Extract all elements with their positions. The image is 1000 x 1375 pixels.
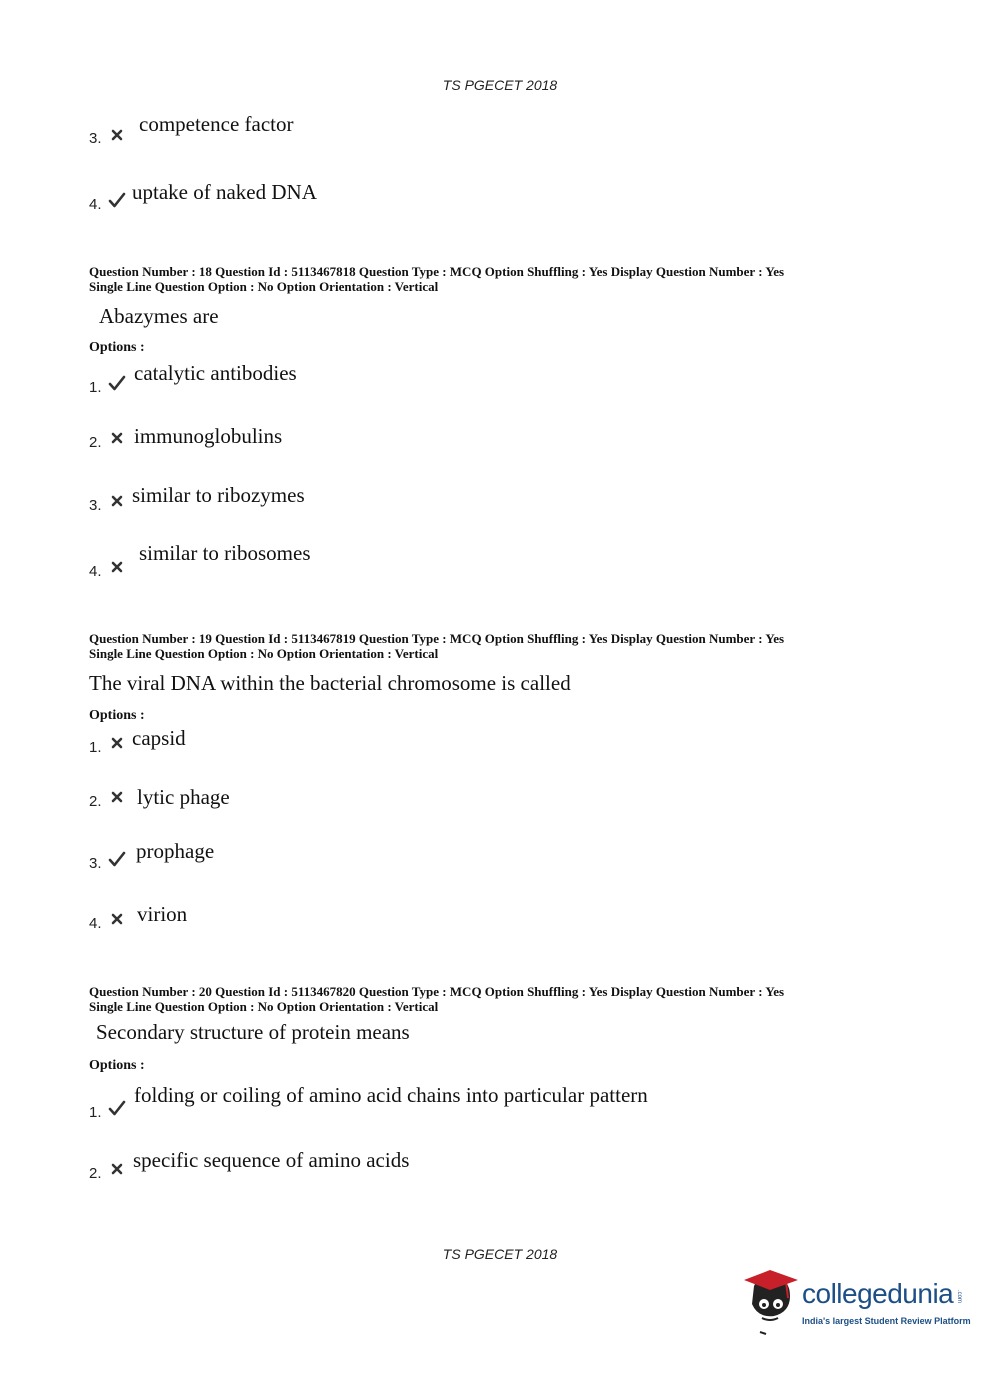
mascot-icon <box>740 1268 802 1338</box>
question-meta <box>89 264 784 294</box>
cross-icon <box>108 127 126 143</box>
option-number: 3. <box>89 855 102 872</box>
option-text: similar to ribozymes <box>132 483 305 507</box>
option-text: specific sequence of amino acids <box>133 1148 410 1172</box>
meta-line-1: Question Number : 20 Question Id : 5113467820 Question Type : MCQ Option Shuffling : Yes Display Question Number : Yes <box>89 984 785 999</box>
meta-line-2: Single Line Question Option : No Option Orientation : Vertical <box>89 646 439 661</box>
cross-icon <box>108 1161 126 1177</box>
option-number: 4. <box>89 563 102 580</box>
question-text: The viral DNA within the bacterial chromosome is called <box>89 671 571 695</box>
page-header: TS PGECET 2018 <box>442 77 558 93</box>
collegedunia-logo <box>740 1268 970 1340</box>
option-number: 1. <box>89 739 102 756</box>
cross-icon <box>108 430 126 446</box>
question-text: Abazymes are <box>99 304 219 328</box>
option-text: capsid <box>132 726 186 750</box>
logo-suffix: .com <box>956 1290 962 1304</box>
meta-line-2: Single Line Question Option : No Option Orientation : Vertical <box>89 279 439 294</box>
options-label: Options : <box>89 340 145 355</box>
option-number: 4. <box>89 915 102 932</box>
question-meta <box>89 984 784 1014</box>
logo-wordmark: collegedunia <box>802 1278 954 1309</box>
option-number: 1. <box>89 379 102 396</box>
cross-icon <box>108 789 126 805</box>
cross-icon <box>108 735 126 751</box>
option-text: immunoglobulins <box>134 424 283 448</box>
meta-line-2: Single Line Question Option : No Option Orientation : Vertical <box>89 999 439 1014</box>
check-icon <box>108 1100 126 1116</box>
check-icon <box>108 375 126 391</box>
option-number: 3. <box>89 130 102 147</box>
meta-line-1: Question Number : 19 Question Id : 5113467819 Question Type : MCQ Option Shuffling : Yes Display Question Number : Yes <box>89 631 785 646</box>
options-label: Options : <box>89 1058 145 1073</box>
option-text: similar to ribosomes <box>139 541 311 565</box>
option-text: lytic phage <box>137 785 230 809</box>
page-footer: TS PGECET 2018 <box>442 1246 558 1262</box>
option-number: 2. <box>89 793 102 810</box>
option-text: folding or coiling of amino acid chains into particular pattern <box>134 1083 648 1107</box>
option-number: 4. <box>89 196 102 213</box>
option-text: virion <box>137 902 188 926</box>
option-number: 2. <box>89 1165 102 1182</box>
meta-line-1: Question Number : 18 Question Id : 5113467818 Question Type : MCQ Option Shuffling : Yes Display Question Number : Yes <box>89 264 785 279</box>
cross-icon <box>108 493 126 509</box>
cross-icon <box>108 559 126 575</box>
option-number: 1. <box>89 1104 102 1121</box>
cross-icon <box>108 911 126 927</box>
question-meta <box>89 631 784 661</box>
option-number: 3. <box>89 497 102 514</box>
question-text: Secondary structure of protein means <box>96 1020 410 1044</box>
check-icon <box>108 192 126 208</box>
option-text: competence factor <box>139 112 294 136</box>
logo-tagline: India's largest Student Review Platform <box>802 1316 971 1326</box>
check-icon <box>108 851 126 867</box>
option-text: prophage <box>136 839 215 863</box>
option-text: catalytic antibodies <box>134 361 297 385</box>
option-number: 2. <box>89 434 102 451</box>
option-text: uptake of naked DNA <box>132 180 317 204</box>
options-label: Options : <box>89 708 145 723</box>
